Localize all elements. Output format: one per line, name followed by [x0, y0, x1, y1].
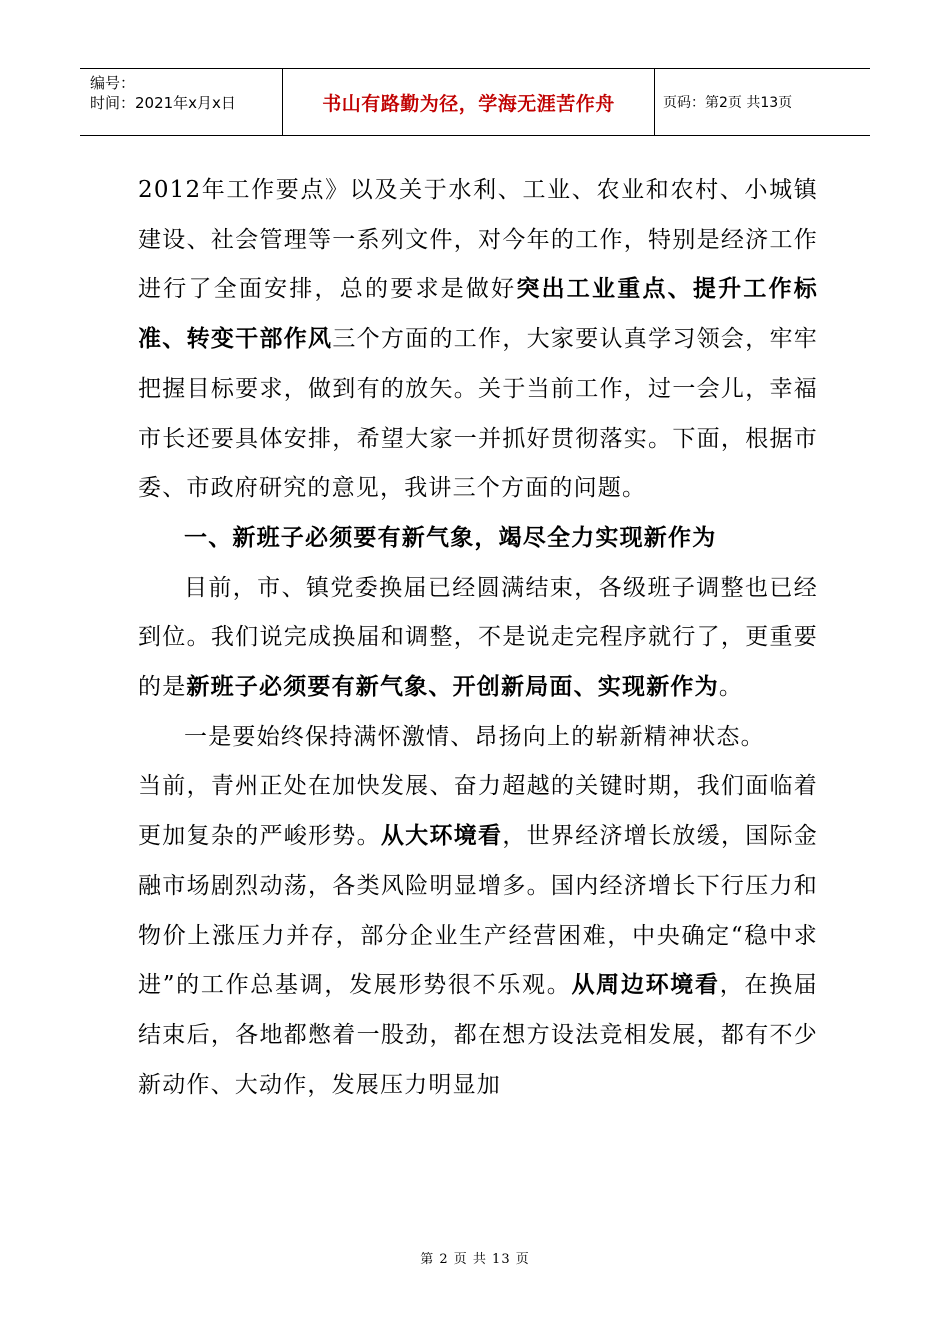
paragraph-4 [138, 762, 818, 1110]
header-page-info: 页码：第2页 共13页 [663, 95, 793, 111]
number-label: 编号： [90, 74, 136, 92]
bold-text: 突出工业重点、提升工作标准、转变干部作风 [138, 276, 818, 353]
text-run: ，在换届结束后，各地都憋着一股劲，都在想方设法竞相发展，都有不少新动作、大动作，发展压力明显加 [138, 972, 819, 1098]
paragraph-2 [138, 564, 818, 713]
text-run: ，世界经济增长放缓，国际金融市场剧烈动荡，各类风险明显增多。国内经济增长下行压力和物价上涨压力并存，部分企业生产经营困难，中央确定“稳中求进”的工作总基调，发展形势很不乐观。 [138, 823, 819, 999]
page-footer: 第 2 页 共 13 页 [420, 1252, 530, 1267]
header-table [80, 68, 870, 136]
text-run: 2012年工作要点》以及关于水利、工业、农业和农村、小城镇建设、社会管理等一系列文件，对今年的工作，特别是经济工作进行了全面安排，总的要求是做好 [138, 177, 818, 303]
header-meta-cell [80, 69, 283, 135]
text-run: 目前，市、镇党委换届已经圆满结束，各级班子调整也已经到位。我们说完成换届和调整，不是说走完程序就行了，更重要的是 [138, 574, 818, 701]
paragraph-1 [138, 166, 818, 514]
text-run: 当前，青州正处在加快发展、奋力超越的关键时期，我们面临着更加复杂的严峻形势。 [138, 773, 818, 850]
text-run: 三个方面的工作，大家要认真学习领会，牢牢把握目标要求，做到有的放矢。关于当前工作，过一会儿，幸福市长还要具体安排，希望大家一并抓好贯彻落实。下面，根据市委、市政府研究的意见，我讲三个方面的问题。 [138, 326, 818, 502]
bold-text: 从周边环境看 [571, 972, 720, 999]
bold-text: 从大环境看 [380, 823, 503, 850]
text-run: 。 [718, 674, 744, 701]
time-label: 时间：2021年x月x日 [90, 94, 236, 112]
document-body [138, 166, 818, 1110]
section-heading: 一、新班子必须要有新气象，竭尽全力实现新作为 [184, 524, 717, 551]
paragraph-3: 一是要始终保持满怀激情、昂扬向上的崭新精神状态。 [184, 723, 765, 750]
bold-text: 新班子必须要有新气象、开创新局面、实现新作为 [186, 674, 719, 701]
header-motto: 书山有路勤为径，学海无涯苦作舟 [283, 69, 655, 135]
